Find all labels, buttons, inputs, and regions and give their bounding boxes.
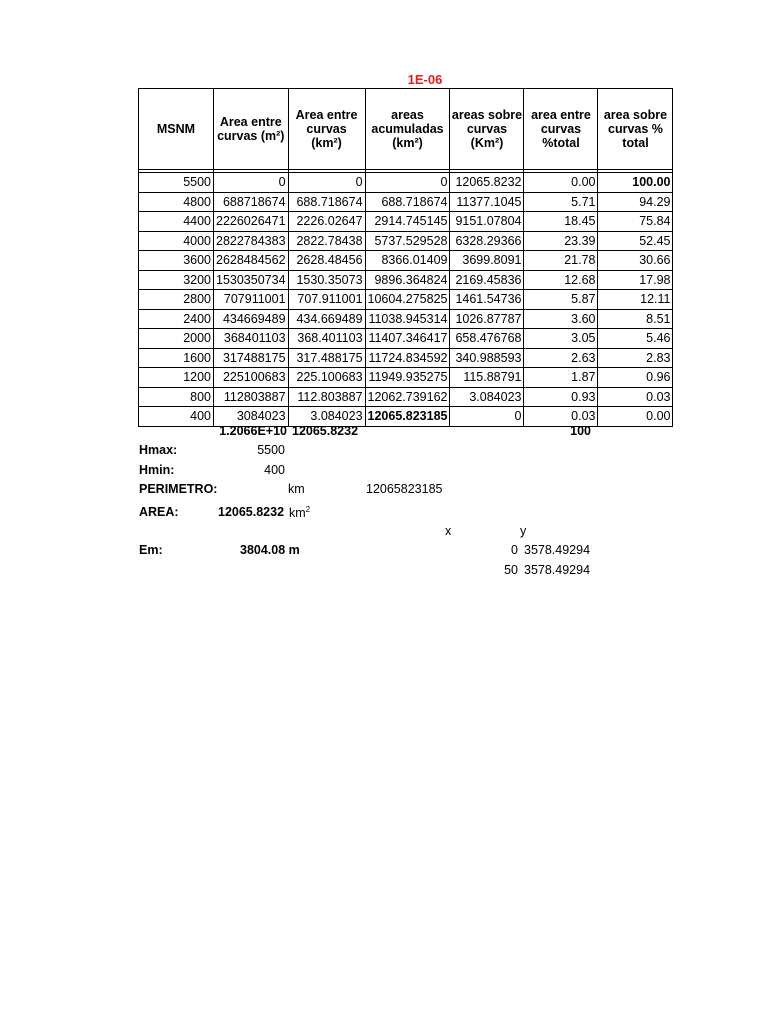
table-row <box>139 368 673 388</box>
cell-msnm: 400 <box>139 407 214 427</box>
cell-area-km2: 434.669489 <box>288 309 365 329</box>
cell-area-m2: 2628484562 <box>214 251 289 271</box>
cell-msnm: 1600 <box>139 348 214 368</box>
cell-areas-acumuladas: 12065.823185 <box>365 407 450 427</box>
em-label: Em: <box>139 543 163 557</box>
cell-pct-entre: 23.39 <box>524 231 598 251</box>
cell-areas-acumuladas: 11407.346417 <box>365 329 450 349</box>
hmax-value: 5500 <box>257 443 285 457</box>
cell-area-m2: 3084023 <box>214 407 289 427</box>
total-area-km2: 12065.8232 <box>292 424 359 438</box>
cell-area-m2: 368401103 <box>214 329 289 349</box>
cell-area-km2: 688.718674 <box>288 192 365 212</box>
table-row <box>139 192 673 212</box>
cell-area-km2: 225.100683 <box>288 368 365 388</box>
header-pct-entre: area entre curvas %total <box>524 89 598 170</box>
cell-msnm: 2000 <box>139 329 214 349</box>
cell-areas-sobre: 1461.54736 <box>450 290 524 310</box>
cell-pct-entre: 12.68 <box>524 270 598 290</box>
cell-areas-acumuladas: 0 <box>365 173 450 193</box>
cell-pct-entre: 0.03 <box>524 407 598 427</box>
cell-area-km2: 1530.35073 <box>288 270 365 290</box>
cell-pct-sobre: 0.03 <box>598 387 673 407</box>
area-label: AREA: <box>139 505 179 519</box>
perimetro-unit: km <box>288 482 305 496</box>
cell-area-m2: 225100683 <box>214 368 289 388</box>
hmin-label: Hmin: <box>139 463 175 477</box>
cell-pct-sobre: 12.11 <box>598 290 673 310</box>
table-row <box>139 212 673 232</box>
cell-area-km2: 112.803887 <box>288 387 365 407</box>
cell-areas-acumuladas: 10604.275825 <box>365 290 450 310</box>
cell-pct-sobre: 52.45 <box>598 231 673 251</box>
xy-row-0-x: 0 <box>511 543 518 557</box>
total-pct: 100 <box>570 424 591 438</box>
cell-msnm: 4400 <box>139 212 214 232</box>
cell-areas-acumuladas: 11724.834592 <box>365 348 450 368</box>
cell-areas-sobre: 3.084023 <box>450 387 524 407</box>
cell-pct-entre: 21.78 <box>524 251 598 271</box>
sheet-title: 1E-06 <box>407 72 443 87</box>
perimetro-label: PERIMETRO: <box>139 482 218 496</box>
cell-areas-acumuladas: 688.718674 <box>365 192 450 212</box>
table-row <box>139 387 673 407</box>
table-row <box>139 270 673 290</box>
header-pct-sobre: area sobre curvas % total <box>598 89 673 170</box>
cell-areas-sobre: 11377.1045 <box>450 192 524 212</box>
xy-row-0-y: 3578.49294 <box>524 543 591 557</box>
cell-area-m2: 2822784383 <box>214 231 289 251</box>
cell-areas-acumuladas: 5737.529528 <box>365 231 450 251</box>
cell-areas-sobre: 340.988593 <box>450 348 524 368</box>
perimetro-value: 12065823185 <box>366 482 443 496</box>
cell-areas-sobre: 658.476768 <box>450 329 524 349</box>
cell-areas-sobre: 12065.8232 <box>450 173 524 193</box>
cell-area-m2: 112803887 <box>214 387 289 407</box>
table-row <box>139 329 673 349</box>
cell-pct-sobre: 100.00 <box>598 173 673 193</box>
cell-pct-entre: 5.71 <box>524 192 598 212</box>
cell-msnm: 4000 <box>139 231 214 251</box>
table-row <box>139 251 673 271</box>
cell-msnm: 4800 <box>139 192 214 212</box>
cell-msnm: 2400 <box>139 309 214 329</box>
hmax-label: Hmax: <box>139 443 178 457</box>
cell-area-m2: 688718674 <box>214 192 289 212</box>
cell-msnm: 3200 <box>139 270 214 290</box>
area-unit <box>289 505 310 520</box>
cell-pct-entre: 0.00 <box>524 173 598 193</box>
header-areas-sobre-curvas: areas sobre curvas (Km²) <box>450 89 524 170</box>
cell-areas-sobre: 3699.8091 <box>450 251 524 271</box>
area-unit-text: km <box>289 506 306 521</box>
cell-area-m2: 2226026471 <box>214 212 289 232</box>
hmin-value: 400 <box>264 463 285 477</box>
cell-area-m2: 707911001 <box>214 290 289 310</box>
cell-areas-acumuladas: 9896.364824 <box>365 270 450 290</box>
table-row <box>139 231 673 251</box>
table-header-row <box>139 89 673 170</box>
cell-pct-sobre: 8.51 <box>598 309 673 329</box>
cell-pct-entre: 3.60 <box>524 309 598 329</box>
cell-pct-sobre: 2.83 <box>598 348 673 368</box>
cell-msnm: 800 <box>139 387 214 407</box>
header-msnm: MSNM <box>139 89 214 170</box>
cell-areas-sobre: 2169.45836 <box>450 270 524 290</box>
cell-areas-sobre: 6328.29366 <box>450 231 524 251</box>
cell-area-km2: 707.911001 <box>288 290 365 310</box>
cell-area-m2: 1530350734 <box>214 270 289 290</box>
cell-area-km2: 2226.02647 <box>288 212 365 232</box>
cell-areas-acumuladas: 8366.01409 <box>365 251 450 271</box>
cell-pct-sobre: 30.66 <box>598 251 673 271</box>
cell-pct-entre: 2.63 <box>524 348 598 368</box>
table-row <box>139 290 673 310</box>
cell-pct-sobre: 75.84 <box>598 212 673 232</box>
cell-areas-acumuladas: 12062.739162 <box>365 387 450 407</box>
cell-msnm: 2800 <box>139 290 214 310</box>
table-row <box>139 309 673 329</box>
header-area-km2: Area entre curvas (km²) <box>288 89 365 170</box>
y-label: y <box>520 524 527 538</box>
xy-row-1-x: 50 <box>504 563 518 577</box>
cell-pct-sobre: 17.98 <box>598 270 673 290</box>
area-unit-sup: 2 <box>305 505 311 514</box>
cell-area-km2: 2822.78438 <box>288 231 365 251</box>
cell-areas-acumuladas: 11949.935275 <box>365 368 450 388</box>
em-value: 3804.08 m <box>240 543 300 557</box>
area-table <box>138 88 673 427</box>
cell-areas-sobre: 115.88791 <box>450 368 524 388</box>
cell-pct-sobre: 94.29 <box>598 192 673 212</box>
cell-pct-entre: 5.87 <box>524 290 598 310</box>
header-areas-acumuladas: areas acumuladas (km²) <box>365 89 450 170</box>
cell-areas-sobre: 9151.07804 <box>450 212 524 232</box>
cell-msnm: 1200 <box>139 368 214 388</box>
total-area-m2: 1.2066E+10 <box>219 424 287 438</box>
cell-pct-entre: 1.87 <box>524 368 598 388</box>
cell-area-km2: 2628.48456 <box>288 251 365 271</box>
xy-row-1-y: 3578.49294 <box>524 563 591 577</box>
cell-areas-acumuladas: 11038.945314 <box>365 309 450 329</box>
cell-area-km2: 0 <box>288 173 365 193</box>
cell-msnm: 5500 <box>139 173 214 193</box>
x-label: x <box>445 524 452 538</box>
cell-pct-sobre: 0.96 <box>598 368 673 388</box>
table-row <box>139 348 673 368</box>
cell-areas-sobre: 1026.87787 <box>450 309 524 329</box>
header-area-m2: Area entre curvas (m²) <box>214 89 289 170</box>
cell-pct-entre: 3.05 <box>524 329 598 349</box>
cell-area-km2: 3.084023 <box>288 407 365 427</box>
cell-msnm: 3600 <box>139 251 214 271</box>
table-row <box>139 173 673 193</box>
cell-pct-sobre: 5.46 <box>598 329 673 349</box>
cell-area-km2: 368.401103 <box>288 329 365 349</box>
cell-area-m2: 0 <box>214 173 289 193</box>
cell-pct-entre: 0.93 <box>524 387 598 407</box>
cell-pct-sobre: 0.00 <box>598 407 673 427</box>
cell-pct-entre: 18.45 <box>524 212 598 232</box>
cell-area-km2: 317.488175 <box>288 348 365 368</box>
cell-area-m2: 434669489 <box>214 309 289 329</box>
cell-area-m2: 317488175 <box>214 348 289 368</box>
cell-areas-acumuladas: 2914.745145 <box>365 212 450 232</box>
area-value: 12065.8232 <box>218 505 285 519</box>
cell-areas-sobre: 0 <box>450 407 524 427</box>
